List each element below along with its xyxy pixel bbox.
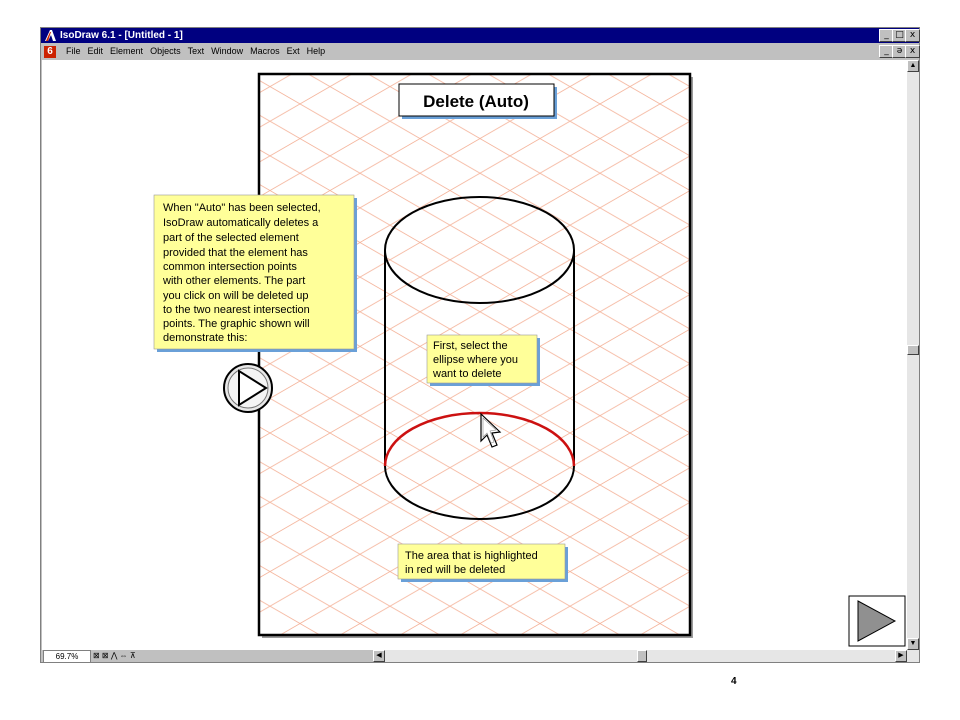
info-note [154, 195, 357, 352]
window-title: IsoDraw 6.1 - [Untitled - 1] [60, 30, 183, 41]
zoom-level[interactable]: 69.7% [43, 650, 91, 663]
doc-minimize-button[interactable]: _ [879, 45, 894, 58]
menu-edit[interactable]: Edit [87, 46, 104, 56]
slide-heading-box [399, 84, 557, 119]
callout-select-line-1: First, select the [433, 340, 508, 352]
minimize-button[interactable]: _ [879, 29, 894, 42]
info-line-10: demonstrate this: [163, 332, 248, 344]
info-line-4: provided that the element has [163, 247, 308, 259]
callout-red-line-2: in red will be deleted [405, 564, 506, 576]
info-line-5: common intersection points [163, 261, 297, 273]
status-tool-icons[interactable]: ⊠ ⊠ ⋀ ⇔ ⊼ [93, 651, 136, 660]
page-number: 4 [731, 676, 737, 687]
info-line-1: When "Auto" has been selected, [163, 202, 321, 214]
maximize-button[interactable]: □ [892, 29, 907, 42]
callout-select-line-2: ellipse where you [433, 354, 518, 366]
callout-red-area [398, 544, 568, 582]
info-line-9: points. The graphic shown will [163, 318, 310, 330]
menu-file[interactable]: File [66, 46, 81, 56]
callout-select-line-3: want to delete [433, 368, 502, 380]
play-button[interactable] [224, 364, 272, 412]
slide-heading: Delete (Auto) [423, 92, 529, 111]
menu-help[interactable]: Help [306, 46, 326, 56]
info-line-2: IsoDraw automatically deletes a [163, 217, 319, 229]
menu-text[interactable]: Text [187, 46, 205, 56]
info-line-6: with other elements. The part [163, 275, 306, 287]
info-line-3: part of the selected element [163, 232, 299, 244]
scroll-left-button[interactable]: ◀ [373, 650, 385, 662]
menu-element[interactable]: Element [110, 46, 144, 56]
info-line-8: to the two nearest intersection [163, 304, 310, 316]
scroll-up-button[interactable]: ▲ [907, 60, 919, 72]
menu-window[interactable]: Window [211, 46, 244, 56]
info-line-7: you click on will be deleted up [163, 290, 309, 302]
menu-objects[interactable]: Objects [150, 46, 181, 56]
next-slide-button[interactable] [849, 596, 905, 646]
scroll-down-button[interactable]: ▼ [907, 638, 919, 650]
callout-select-ellipse [427, 335, 540, 386]
doc-restore-button[interactable]: ǝ [892, 45, 907, 58]
menu-macros[interactable]: Macros [250, 46, 280, 56]
callout-red-line-1: The area that is highlighted [405, 550, 538, 562]
scroll-right-button[interactable]: ▶ [895, 650, 907, 662]
doc-close-button[interactable]: x [905, 45, 920, 58]
close-button[interactable]: x [905, 29, 920, 42]
menu-ext[interactable]: Ext [286, 46, 300, 56]
document-icon[interactable]: 6 [44, 46, 56, 58]
